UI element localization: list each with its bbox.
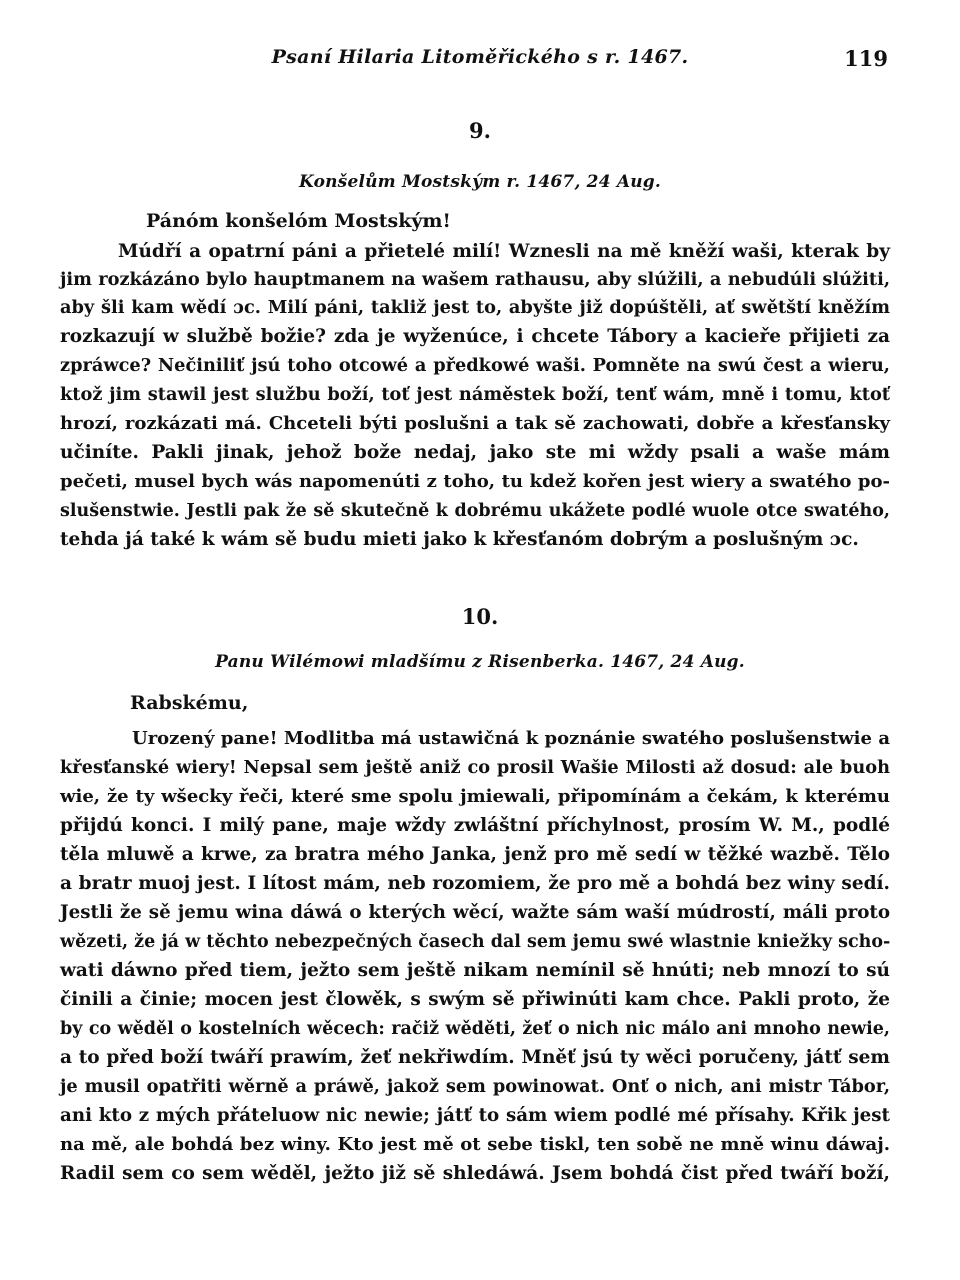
- text-line: na mě, ale bohdá bez winy. Kto jest mě ot sebe tiskl, ten sobě ne mně winu dáwaj.: [60, 1134, 890, 1155]
- text-line: wězeti, že já w těchto nebezpečných časech dal sem jemu swé wlastnie kniežky scho-: [60, 932, 891, 952]
- salutation: Pánóm konšelóm Mostským!: [146, 210, 451, 232]
- letter-number: 9.: [469, 118, 491, 143]
- text-line: pečeti, musel bych wás napomenúti z toho, tu kdež kořen jest wiery a swatého po-: [60, 471, 890, 492]
- text-line: by co wěděl o kostelních wěcech: račiž wěděti, žeť o nich nic málo ani mnoho newie,: [60, 1019, 890, 1039]
- text-line: těla mluwě a krwe, za bratra mého Janka, jenž pro mě sedí w těžké wazbě. Tělo: [60, 844, 890, 865]
- text-line: a bratr muoj jest. I lítost mám, neb rozomiem, že pro mě a bohdá bez winy sedí.: [60, 873, 890, 894]
- running-head: [0, 42, 960, 76]
- text-line: jim rozkázáno bylo hauptmanem na wašem rathausu, aby slúžili, a nebudúli slúžiti,: [60, 269, 890, 290]
- text-line: aby šli kam wědí ɔc. Milí páni, takliž jest to, abyšte již dopúštěli, ať swětští kněžím: [60, 297, 890, 318]
- text-line: činili a činie; mocen jest člowěk, s swým sě přiwinúti kam chce. Pakli proto, že: [60, 989, 890, 1010]
- text-line: wati dáwno před tiem, ježto sem ještě nikam nemínil sě hnúti; neb mnozí to sú: [60, 960, 890, 981]
- running-title: Psaní Hilaria Litoměřického s r. 1467.: [271, 46, 689, 68]
- text-line: Radil sem co sem wěděl, ježto již sě shledáwá. Jsem bohdá čist před twáří boží,: [60, 1163, 890, 1184]
- letter-heading: Konšelům Mostským r. 1467, 24 Aug.: [298, 172, 662, 192]
- letter-heading: Panu Wilémowi mladšímu z Risenberka. 1467, 24 Aug.: [215, 652, 745, 672]
- text-line: křesťanské wiery! Nepsal sem ještě aniž co prosil Wašie Milosti až dosud: ale buoh: [60, 757, 890, 778]
- text-line: Urozený pane! Modlitba má ustawičná k poznánie swatého poslušenstwie a: [132, 728, 890, 749]
- text-line: přijdú konci. I milý pane, maje wždy zwláštní příchylnost, prosím W. M., podlé: [60, 815, 890, 836]
- text-line: wie, že ty wšecky řeči, které sme spolu jmiewali, připomínám a čekám, k kterému: [60, 786, 890, 807]
- page-number: 119: [844, 46, 888, 71]
- text-line: Jestli že sě jemu wina dáwá o kterých wěcí, wažte sám waší múdrostí, máli proto: [60, 902, 890, 923]
- text-line: ani kto z mých přáteluow nic newie; játť to sám wiem podlé mé přísahy. Křik jest: [60, 1105, 890, 1126]
- text-line: tehda já také k wám sě budu mieti jako k křesťanóm dobrým a poslušným ɔc.: [60, 529, 859, 550]
- text-line: slušenstwie. Jestli pak že sě skutečně k dobrému ukážete podlé wuole otce swatého,: [60, 501, 890, 521]
- salutation: Rabskému,: [130, 692, 249, 714]
- text-line: zpráwce? Nečiniliť jsú toho otcowé a předkowé waši. Pomněte na swú čest a wieru,: [60, 355, 890, 376]
- text-line: učiníte. Pakli jinak, jehož bože nedaj, jako ste mi wždy psali a waše mám: [60, 442, 890, 463]
- letter-number: 10.: [461, 604, 499, 629]
- text-line: a to před boží twáří prawím, žeť nekřiwdím. Mněť jsú ty wěci poručeny, játť sem: [60, 1047, 890, 1068]
- text-line: rozkazují w službě božie? zda je wyženúce, i chcete Tábory a kacieře přijieti za: [60, 326, 890, 347]
- text-line: Múdří a opatrní páni a přietelé milí! Wznesli na mě kněží waši, kterak by: [118, 241, 890, 262]
- text-line: je musil opatřiti wěrně a práwě, jakož sem powinowat. Onť o nich, ani mistr Tábor,: [60, 1076, 890, 1097]
- text-line: hrozí, rozkázati má. Chceteli býti poslušni a tak sě zachowati, dobře a křesťansky: [60, 413, 890, 434]
- text-line: ktož jim stawil jest službu boží, toť jest náměstek boží, tenť wám, mně i tomu, ktoť: [60, 384, 890, 405]
